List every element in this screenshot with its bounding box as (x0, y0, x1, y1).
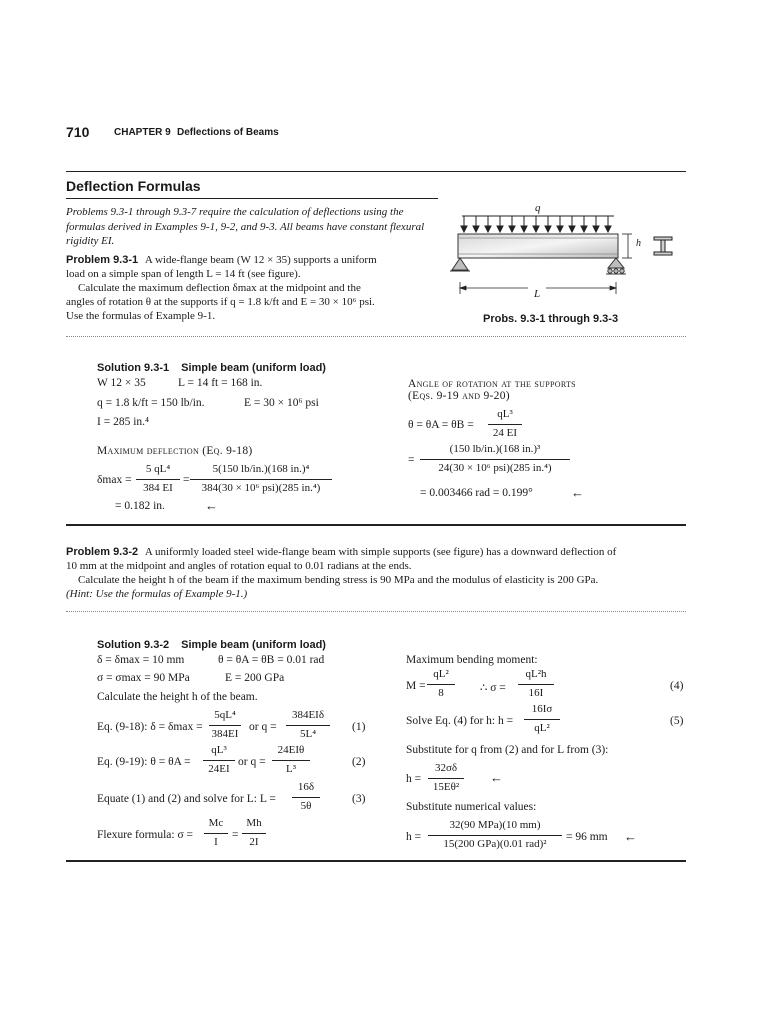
eq3-tag: (3) (352, 793, 366, 805)
eq1-num-2: 384EIδ (291, 709, 325, 721)
problem-1-text-3: Calculate the maximum deflection δmax at the midpoint and the (78, 282, 361, 294)
final-num: 32(90 MPa)(10 mm) (449, 819, 541, 831)
figure-caption: Probs. 9.3-1 through 9.3-3 (483, 313, 619, 325)
substitute-text: Substitute for q from (2) and for L from (3): (406, 744, 609, 756)
given-inertia: I = 285 in.⁴ (97, 416, 150, 428)
flexure-num-2: Mh (246, 817, 262, 829)
rotation-num-2: (150 lb/in.)(168 in.)³ (449, 443, 541, 455)
eq2-or: or q = (238, 756, 266, 768)
given-section: W 12 × 35 (97, 377, 146, 389)
eq1-den-2: 5L⁴ (299, 728, 317, 740)
fraction-bar (427, 684, 455, 685)
eq2-tag: (2) (352, 756, 366, 768)
page-number: 710 (66, 124, 90, 140)
flexure-den-2: 2I (249, 836, 259, 848)
height-dimension (622, 234, 632, 258)
fraction-bar (204, 833, 228, 834)
moment-therefore: ∴ σ = (480, 682, 506, 694)
problem-2-text-1: A uniformly loaded steel wide-flange beam with simple supports (see figure) has a downward deflection of (144, 546, 617, 558)
solution-1-title: Solution 9.3-1 (97, 362, 170, 374)
rotation-lhs: θ = θA = θB = (408, 419, 474, 431)
flexure-den-1: I (214, 836, 218, 848)
eq1-num: 5qL⁴ (214, 709, 236, 721)
fraction-bar (286, 725, 330, 726)
problem-2-line-1 (66, 546, 616, 558)
fraction-bar (420, 459, 570, 460)
beam-diagram (448, 204, 688, 304)
solution-2-title: Solution 9.3-2 (97, 639, 170, 651)
fraction-bar (209, 725, 241, 726)
eq2-lhs: Eq. (9-19): θ = θA = (97, 756, 191, 768)
equals-sign: = (232, 829, 239, 841)
equals-sign: = (183, 474, 190, 486)
eq3-num: 16δ (297, 781, 315, 793)
flexure-num-1: Mc (208, 817, 224, 829)
problem-1-text-1: A wide-flange beam (W 12 × 35) supports a uniform (144, 254, 377, 266)
section-intro: Problems 9.3-1 through 9.3-7 require the calculation of deflections using the formulas derived in Examples 9-1, 9-2, and 9-3. All beams have constant flexural rigidity EI. (66, 206, 425, 247)
given-modulus-2: E = 200 GPa (225, 672, 285, 684)
calc-statement: Calculate the height h of the beam. (97, 691, 258, 703)
fraction-bar (292, 797, 320, 798)
eq1-den: 384EI (211, 728, 239, 740)
eq2-den: 24EI (208, 763, 230, 775)
h-lhs: h = (406, 773, 422, 785)
fraction-bar (242, 833, 266, 834)
rotation-den-2: 24(30 × 10⁶ psi)(285 in.⁴) (438, 462, 552, 474)
eq1-lhs: Eq. (9-18): δ = δmax = (97, 721, 203, 733)
moment-num: qL² (433, 668, 449, 680)
moment-den-2: 16I (528, 687, 544, 699)
eq3-den: 5θ (300, 800, 312, 812)
fraction-bar (518, 684, 554, 685)
problem-1-line-1 (66, 254, 377, 266)
solution-1-subtitle: Simple beam (uniform load) (181, 362, 326, 374)
eq2-den-2: L³ (285, 763, 297, 775)
moment-num-2: qL²h (525, 668, 547, 680)
rotation-result: = 0.003466 rad = 0.199° (420, 487, 533, 499)
problem-2-text-3: Calculate the height h of the beam if the maximum bending stress is 90 MPa and the modulus of elasticity is 200 GPa. (78, 574, 599, 586)
given-stress: σ = σmax = 90 MPa (97, 672, 190, 684)
given-angle: θ = θA = θB = 0.01 rad (218, 654, 325, 666)
given-deflection: δ = δmax = 10 mm (97, 654, 185, 666)
answer-arrow: ← (205, 498, 218, 513)
answer-arrow: ← (490, 770, 503, 785)
rotation-heading-2: (Eqs. 9-19 and 9-20) (408, 390, 510, 402)
problem-2-label: Problem 9.3-2 (66, 546, 139, 558)
section-rule (66, 198, 438, 199)
equals-sign: = (408, 454, 415, 466)
flexure-lhs: Flexure formula: σ = (97, 829, 194, 841)
pin-support (450, 258, 470, 271)
answer-arrow: ← (624, 829, 637, 844)
distributed-load (461, 216, 614, 232)
given-load: q = 1.8 k/ft = 150 lb/in. (97, 397, 205, 409)
problem-1-text-5: Use the formulas of Example 9-1. (66, 310, 216, 322)
fraction-bar (136, 479, 180, 480)
deflection-num-2: 5(150 lb/in.)(168 in.)⁴ (212, 463, 310, 475)
deflection-den-2: 384(30 × 10⁶ psi)(285 in.⁴) (201, 482, 321, 494)
fraction-bar (272, 760, 310, 761)
deflection-result: = 0.182 in. (115, 500, 165, 512)
given-modulus: E = 30 × 10⁶ psi (244, 397, 319, 409)
eq5-tag: (5) (670, 715, 684, 727)
problem-1-text-2: load on a simple span of length L = 14 ft (see figure). (66, 268, 301, 280)
fraction-bar (203, 760, 235, 761)
top-rule (66, 171, 686, 172)
beam-figure (448, 204, 688, 304)
moment-heading: Maximum bending moment: (406, 654, 538, 666)
i-section (654, 237, 672, 255)
rotation-den: 24 EI (492, 427, 518, 439)
rotation-heading-1: Angle of rotation at the supports (408, 378, 576, 390)
deflection-heading: Maximum deflection (Eq. 9-18) (97, 445, 253, 457)
moment-lhs: M = (406, 680, 426, 692)
bottom-rule (66, 860, 686, 862)
eq4-tag: (4) (670, 680, 684, 692)
fraction-bar (524, 719, 560, 720)
numerical-text: Substitute numerical values: (406, 801, 537, 813)
final-lhs: h = (406, 831, 422, 843)
eq1-tag: (1) (352, 721, 366, 733)
problem-1-label: Problem 9.3-1 (66, 254, 139, 266)
chapter-title: Deflections of Beams (177, 127, 279, 138)
divider-1 (66, 336, 686, 337)
section-title: Deflection Formulas (66, 178, 201, 194)
fraction-bar (190, 479, 332, 480)
final-den: 15(200 GPa)(0.01 rad)² (443, 838, 547, 850)
roller-support (606, 258, 626, 274)
height-label: h (636, 238, 641, 249)
divider-2 (66, 611, 686, 612)
eq2-num-2: 24EIθ (277, 744, 305, 756)
moment-den: 8 (438, 687, 444, 699)
load-arrows (461, 216, 611, 232)
solution-1-rule (66, 524, 686, 526)
problem-2-text-4: (Hint: Use the formulas of Example 9-1.) (66, 588, 248, 600)
fraction-bar (428, 778, 464, 779)
solution-2-subtitle: Simple beam (uniform load) (181, 639, 326, 651)
h-den: 15Eθ² (432, 781, 460, 793)
solve-lhs: Solve Eq. (4) for h: h = (406, 715, 514, 727)
length-label: L (534, 288, 541, 300)
h-num: 32σδ (434, 762, 458, 774)
eq2-num: qL³ (211, 744, 227, 756)
problem-2-text-2: 10 mm at the midpoint and angles of rotation equal to 0.01 radians at the ends. (66, 560, 412, 572)
deflection-num-1: 5 qL⁴ (145, 463, 171, 475)
solve-num: 16Iσ (531, 703, 553, 715)
fraction-bar (488, 424, 522, 425)
load-label: q (535, 202, 541, 214)
deflection-lhs: δmax = (97, 474, 132, 486)
eq3-lhs: Equate (1) and (2) and solve for L: L = (97, 793, 276, 805)
given-length: L = 14 ft = 168 in. (178, 377, 263, 389)
answer-arrow: ← (571, 485, 584, 500)
solution-2-heading (97, 635, 326, 653)
final-result: = 96 mm (566, 831, 608, 843)
solution-1-heading (97, 358, 326, 376)
deflection-den-1: 384 EI (143, 482, 173, 494)
problem-1-text-4: angles of rotation θ at the supports if q = 1.8 k/ft and E = 30 × 10⁶ psi. (66, 296, 375, 308)
chapter-label: CHAPTER 9 (114, 127, 171, 138)
solve-den: qL² (534, 722, 550, 734)
fraction-bar (428, 835, 562, 836)
eq1-or: or q = (249, 721, 277, 733)
rotation-num: qL³ (497, 408, 513, 420)
